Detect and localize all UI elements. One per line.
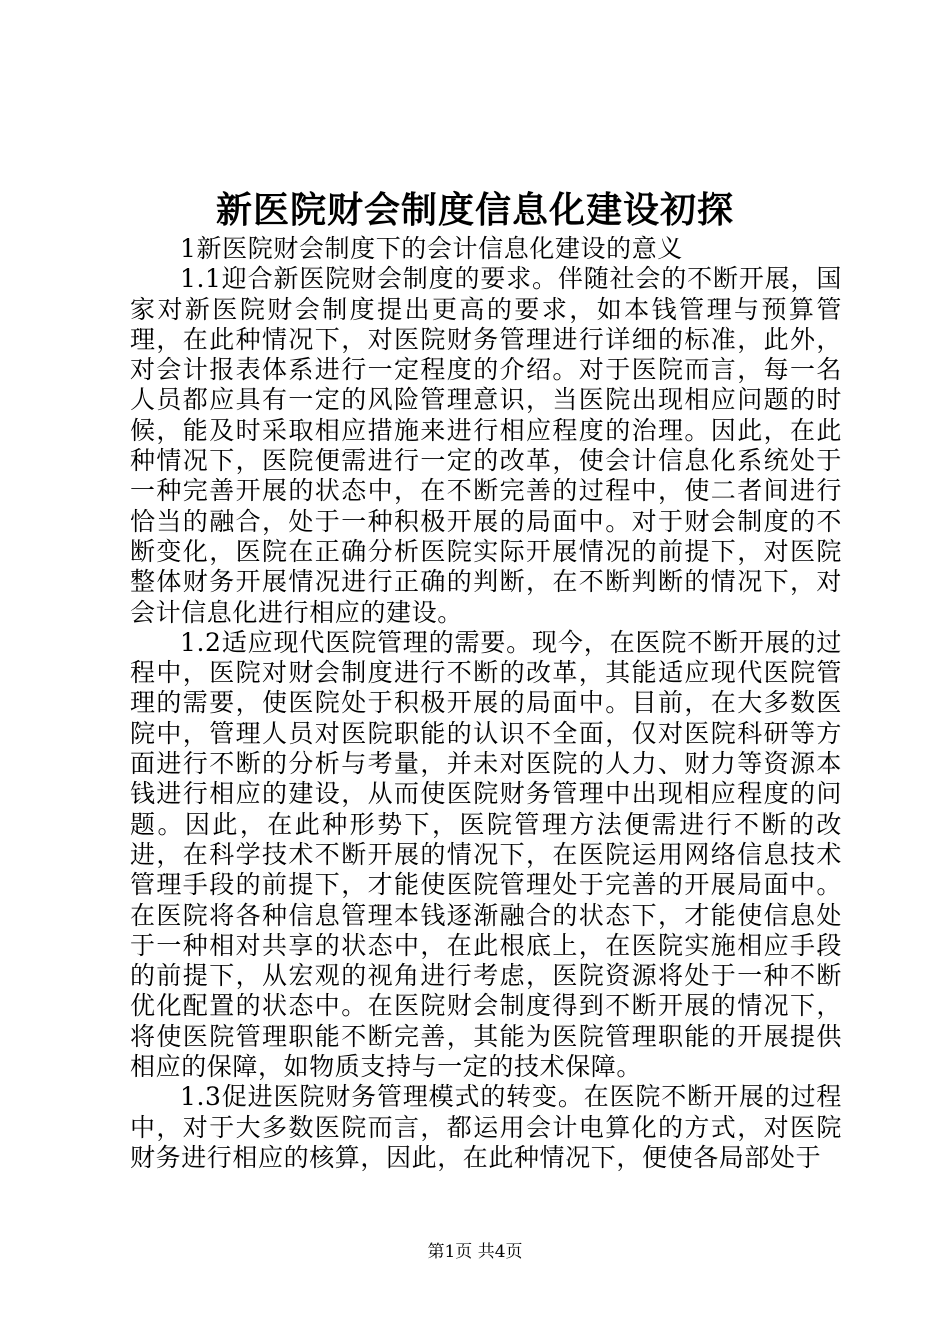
section-heading: 1新医院财会制度下的会计信息化建设的意义 [180, 234, 683, 263]
paragraph-1-3: 1.3促进医院财务管理模式的转变。在医院不断开展的过程中，对于大多数医院而言，都运用会计电算化的方式，对医院财务进行相应的核算，因此，在此种情况下，便使各局部处于 [130, 1082, 842, 1172]
document-title: 新医院财会制度信息化建设初探 [215, 189, 734, 231]
page-footer: 第1页 共4页 [427, 1242, 523, 1262]
paragraph-1-2: 1.2适应现代医院管理的需要。现今，在医院不断开展的过程中，医院对财会制度进行不断的改革，其能适应现代医院管理的需要，使医院处于积极开展的局面中。目前，在大多数医院中，管理人员对医院职能的认识不全面，仅对医院科研等方面进行不断的分析与考量，并未对医院的人力、财力等资源本钱进行相应的建设，从而使医院财务管理中出现相应程度的问题。因此，在此种形势下，医院管理方法便需进行不断的改进，在科学技术不断开展的情况下，在医院运用网络信息技术管理手段的前提下，才能使医院管理处于完善的开展局面中。在医院将各种信息管理本钱逐渐融合的状态下，才能使信息处于一种相对共享的状态中，在此根底上，在医院实施相应手段的前提下，从宏观的视角进行考虑，医院资源将处于一种不断优化配置的状态中。在医院财会制度得到不断开展的情况下，将使医院管理职能不断完善，其能为医院管理职能的开展提供相应的保障，如物质支持与一定的技术保障。 [130, 627, 842, 1082]
paragraph-1-1: 1.1迎合新医院财会制度的要求。伴随社会的不断开展，国家对新医院财会制度提出更高的要求，如本钱管理与预算管理，在此种情况下，对医院财务管理进行详细的标准，此外，对会计报表体系进行一定程度的介绍。对于医院而言，每一名人员都应具有一定的风险管理意识，当医院出现相应问题的时候，能及时采取相应措施来进行相应程度的治理。因此，在此种情况下，医院便需进行一定的改革，使会计信息化系统处于一种完善开展的状态中，在不断完善的过程中，使二者间进行恰当的融合，处于一种积极开展的局面中。对于财会制度的不断变化，医院在正确分析医院实际开展情况的前提下，对医院整体财务开展情况进行正确的判断，在不断判断的情况下，对会计信息化进行相应的建设。 [130, 264, 842, 627]
document-body [130, 234, 842, 1173]
